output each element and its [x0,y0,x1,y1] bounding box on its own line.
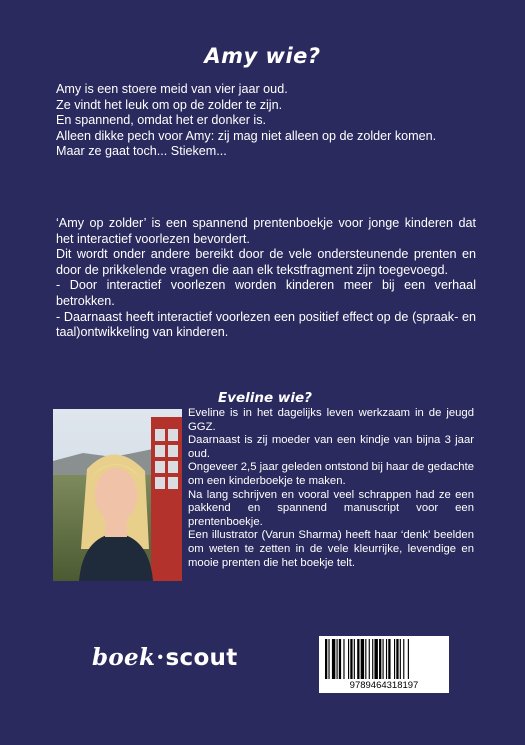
description-paragraph: - Daarnaast heeft interactief voorlezen een positief effect op de (spraak- en taal)ontwikkeling van kinderen. [56,309,476,340]
description-paragraph: Dit wordt onder andere bereikt door de vele ondersteunende prenten en door de prikkelende vragen die aan elk tekstfragment zijn toegevoegd. [56,247,476,277]
bio-paragraph: Na lang schrijven en vooral veel schrappen had ze een pakkend en spannend manuscript voor een prentenboekje. [188,488,474,528]
intro-line: Maar ze gaat toch... Stiekem... [56,144,227,159]
bio-paragraph: Een illustrator (Varun Sharma) heeft haar ‘denk’ beelden om weten te zetten in de vele kleurrijke, levendige en mooie prenten die het boekje telt. [188,529,474,569]
author-photo [53,409,182,581]
isbn-number: 9789464318197 [349,680,419,691]
intro-line: Alleen dikke pech voor Amy: zij mag niet alleen op de zolder komen. [56,128,437,143]
description-paragraph: ‘Amy op zolder’ is een spannend prentenboekje voor jonge kinderen dat het interactief voorlezen bevordert. [56,216,476,246]
intro-line: Amy is een stoere meid van vier jaar oud. [56,82,288,96]
logo-separator: · [156,644,165,671]
bio-paragraph: Eveline is in het dagelijks leven werkzaam in de jeugd GGZ. [188,407,474,433]
logo-part-boek: boek [92,644,156,671]
publisher-logo [92,644,238,671]
book-title: Amy wie? [204,44,321,68]
author-bio [188,407,474,570]
bio-paragraph: Daarnaast is zij moeder van een kindje van bijna 3 jaar oud. [188,434,474,460]
author-heading: Eveline wie? [218,390,312,406]
intro-line: En spannend, omdat het er donker is. [56,113,267,128]
isbn-barcode [319,636,449,693]
logo-part-scout: scout [165,645,238,671]
intro-line: Ze vindt het leuk om op de zolder te zijn. [56,97,283,112]
book-description [56,216,476,341]
intro-text [56,82,476,160]
bio-paragraph: Ongeveer 2,5 jaar geleden ontstond bij haar de gedachte om een kinderboekje te maken. [188,461,474,487]
description-paragraph: - Door interactief voorlezen worden kinderen meer bij een verhaal betrokken. [56,278,476,308]
